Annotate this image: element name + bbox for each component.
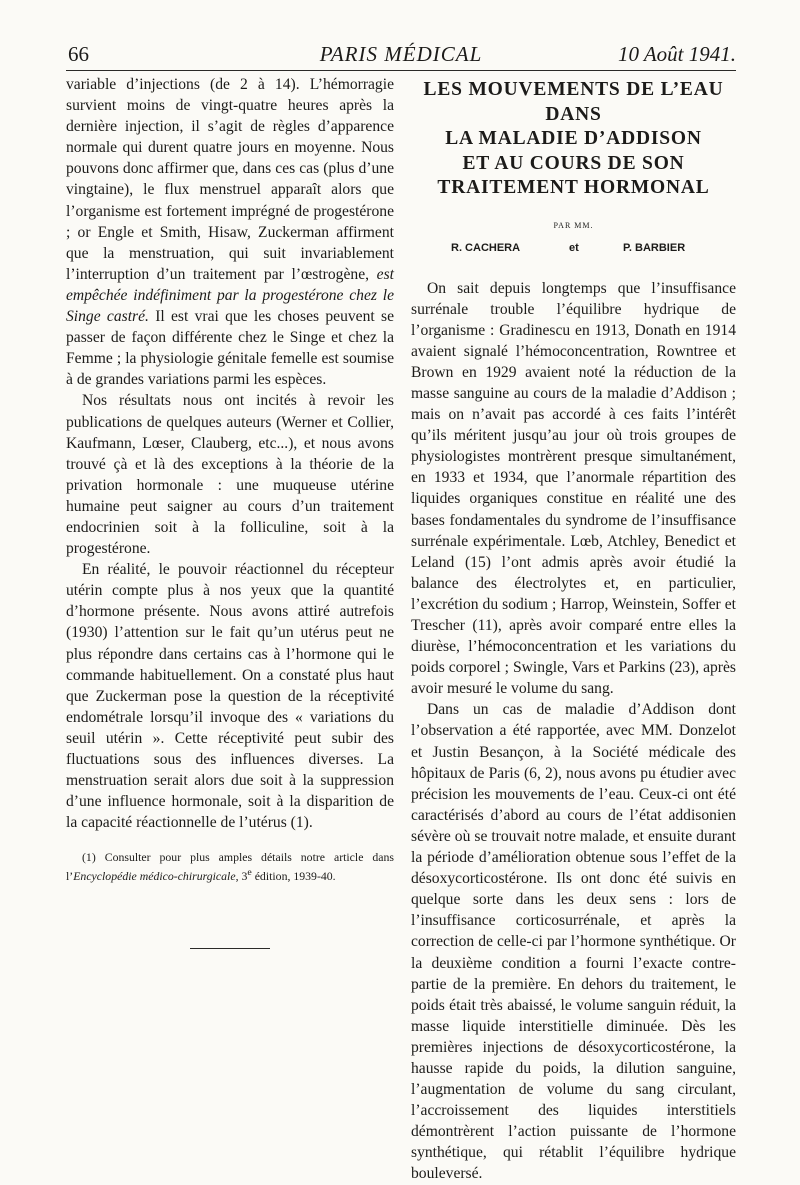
footnote-text-a: (1) Consulter pour plus amples détails notre article dans l’ bbox=[66, 850, 394, 884]
header-rule bbox=[66, 70, 736, 71]
left-p1-emphasis: est empêchée indéfiniment par la progestérone chez le Singe castré. bbox=[66, 265, 394, 326]
title-line: TRAITEMENT HORMONAL bbox=[437, 177, 710, 198]
article-paragraph-1: On sait depuis longtemps que l’insuffisance surrénale trouble l’équilibre hydrique de l’organisme : Gradinescu en 1913, Donath en 1914 avaient signalé l’hémoconcentration, Rowntree et Brown en 1929 avaient noté la réduction de la masse sanguine au cours de la maladie d’Addison ; mais on n’avait pas accordé à ces faits l’intérêt qu’ils méritent jusqu’au jour où trois groupes de physiologistes montrèrent presque simultanément, en 1933 et 1934, que l’anormale répartition des liquides organiques constitue en réalité une des bases fondamentales du syndrome de l’insuffisance surrénale expérimentale. Lœb, Atchley, Benedict et Leland (15) l’ont admis après avoir étudié la balance des électrolytes et, en particulier, l’excrétion du sodium ; Harrop, Weinstein, Soffer et Trescher (11), après avoir comparé entre elles la diurèse, l’hémoconcentration et les variations du poids corporel ; Swingle, Vars et Parkins (23), après avoir mesuré le volume du sang. bbox=[411, 279, 736, 698]
left-column bbox=[66, 74, 394, 949]
column-end-rule bbox=[190, 948, 270, 949]
left-paragraph-2: Nos résultats nous ont incités à revoir les publications de quelques auteurs (Werner et Collier, Kaufmann, Lœser, Clauberg, etc...), et nous avons trouvé çà et là des exceptions à la théorie de la privation hormonale : une muqueuse utérine humaine peut saigner au cours d’un traitement endocrinien soit à la folliculine, soit à la progestérone. bbox=[66, 392, 394, 558]
authors bbox=[411, 242, 736, 260]
left-p1-text-a: variable d’injections (de 2 à 14). L’hémorragie survient moins de vingt-quatre heures après la dernière injection, il s’agit de règles d’apparence normale qui durent quatre jours en moyenne. Nous pouvons donc affirmer que, dans ces cas (plus d’une vingtaine), le flux menstruel apparaît alors que l’organisme est fortement imprégné de progestérone ; or Engle et Smith, Hisaw, Zuckerman affirment que la menstruation, qui suit invariablement l’interruption d’un traitement par l’œstrogène, bbox=[66, 76, 394, 283]
title-line: LES MOUVEMENTS DE L’EAU bbox=[423, 79, 724, 100]
author-1: R. CACHERA bbox=[451, 241, 521, 254]
footnote-text-c: édition, 1939-40. bbox=[251, 869, 336, 884]
article-paragraph-2: Dans un cas de maladie d’Addison dont l’observation a été rapportée, avec MM. Donzelot et Justin Besançon, à la Société médicale des hôpitaux de Paris (6, 2), nous avons pu étudier avec précision les mouvements de l’eau. Ceux-ci ont été caractérisés d’abord au cours de l’état addisonien sévère où se trouvait notre malade, et ensuite durant la période d’amélioration obtenue sous l’effet de la désoxycorticostérone. Ils ont donc été suivis en quelque sorte dans les deux sens : lors de l’insuffisance corticosurrénale, et après la correction de celle-ci par l’hormone synthétique. Or la deuxième condition a fourni l’exacte contre-partie de la première. En dehors du traitement, le poids était très abaissé, le volume sanguin réduit, la masse liquide interstitielle diminuée. Dès les premières injections de désoxycorticostérone, la hausse rapide du poids, la dilution sanguine, l’augmentation de volume du sang circulant, l’accroissement des liquides interstitiels démontrèrent l’action puissante de l’hormone synthétique, qui rétablit l’équilibre hydrique bouleversé. bbox=[411, 701, 736, 1183]
article-title bbox=[411, 78, 736, 201]
author-conjunction: et bbox=[569, 241, 579, 254]
footnote-superscript: e bbox=[247, 867, 252, 879]
footnote bbox=[66, 849, 394, 884]
issue-date: 10 Août 1941. bbox=[617, 42, 736, 66]
author-2: P. BARBIER bbox=[623, 241, 686, 254]
byline-prefix: PAR MM. bbox=[553, 220, 594, 230]
article-body bbox=[411, 278, 736, 1185]
journal-name: PARIS MÉDICAL bbox=[319, 42, 483, 66]
page-header bbox=[66, 42, 736, 68]
right-column bbox=[411, 74, 736, 1185]
footnote-text-b: , 3 bbox=[235, 869, 248, 884]
title-line: DANS bbox=[545, 103, 602, 125]
title-line: ET AU COURS DE SON bbox=[462, 152, 685, 174]
title-line: LA MALADIE D’ADDISON bbox=[445, 128, 702, 149]
left-paragraph-1 bbox=[66, 74, 394, 390]
footnote-emphasis: Encyclopédie médico-chirurgicale bbox=[73, 869, 236, 884]
left-p1-text-b: Il est vrai que les choses peuvent se passer de façon différente chez le Singe et chez la Femme ; la physiologie génitale femelle est soumise à de grandes variations parmi les espèces. bbox=[66, 308, 394, 389]
left-paragraph-3: En réalité, le pouvoir réactionnel du récepteur utérin compte plus à nos yeux que la quantité d’hormone présente. Nous avons attiré autrefois (1930) l’attention sur le fait qu’un utérus peut ne plus répondre dans certains cas à l’hormone qui le commande habituellement. On a constaté plus haut que Zuckerman pose la question de la réceptivité endométrale lorsqu’il invoque des « variations du seuil utérin ». Cette réceptivité peut subir des fluctuations sous des influences diverses. La menstruation serait alors due soit à la suppression d’une influence hormonale, soit à la disparition de la capacité réactionnelle de l’utérus (1). bbox=[66, 561, 394, 832]
page-number: 66 bbox=[68, 42, 89, 66]
